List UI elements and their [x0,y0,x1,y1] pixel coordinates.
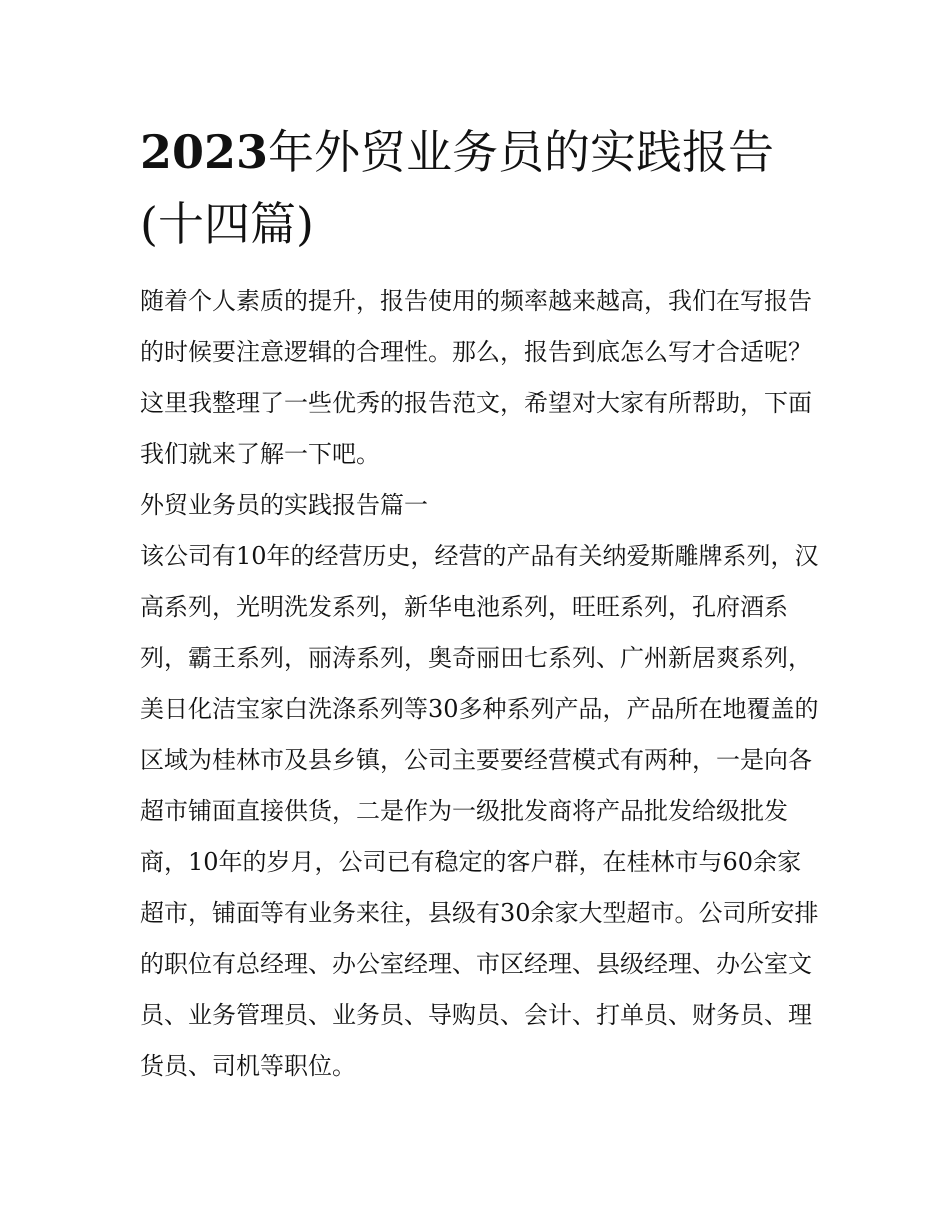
title-year: 2023 [140,125,269,179]
title-text: 年外贸业务员的实践报告(十四篇) [140,125,775,251]
document-title [140,116,820,260]
intro-paragraph: 随着个人素质的提升，报告使用的频率越来越高，我们在写报告的时候要注意逻辑的合理性。那么，报告到底怎么写才合适呢？这里我整理了一些优秀的报告范文，希望对大家有所帮助，下面我们就来了解一下吧。 [140,287,812,468]
section-paragraph: 该公司有10年的经营历史，经营的产品有关纳爱斯雕牌系列，汉高系列，光明洗发系列，新华电池系列，旺旺系列，孔府酒系列，霸王系列，丽涛系列，奥奇丽田七系列、广州新居爽系列，美日化洁宝家白洗涤系列等30多种系列产品，产品所在地覆盖的区域为桂林市及县乡镇，公司主要要经营模式有两种，一是向各超市铺面直接供货，二是作为一级批发商将产品批发给级批发商，10年的岁月，公司已有稳定的客户群，在桂林市与60余家超市，铺面等有业务来往，县级有30余家大型超市。公司所安排的职位有总经理、办公室经理、市区经理、县级经理、办公室文员、业务管理员、业务员、导购员、会计、打单员、财务员、理货员、司机等职位。 [140,542,819,1080]
section-heading: 外贸业务员的实践报告篇一 [140,491,428,519]
